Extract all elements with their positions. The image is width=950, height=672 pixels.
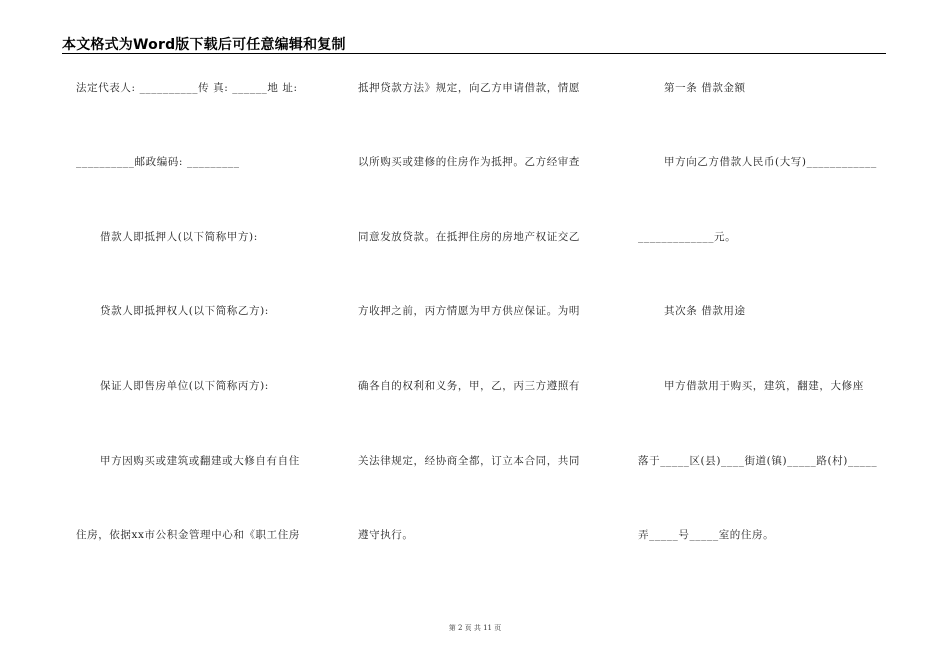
text-line: 方收押之前，丙方情愿为甲方供应保证。为明 [358, 305, 580, 317]
section-heading: 第一条 借款金额 [664, 82, 746, 94]
text-line: 确各自的权利和义务，甲，乙，丙三方遵照有 [358, 380, 580, 392]
text-line: 同意发放贷款。在抵押住房的房地产权证交乙 [358, 231, 580, 243]
text-line: 甲方向乙方借款人民币(大写)____________ [664, 156, 877, 168]
text-line: 关法律规定，经协商全都，订立本合同，共同 [358, 455, 580, 467]
text-line: 抵押贷款方法》规定，向乙方申请借款，情愿 [358, 82, 580, 94]
text-line: 甲方借款用于购买，建筑，翻建，大修座 [664, 380, 864, 392]
text-line: 借款人即抵押人(以下简称甲方): [100, 231, 258, 243]
text-line: 住房，依据xx市公积金管理中心和《职工住房 [76, 529, 300, 541]
text-line: 保证人即售房单位(以下简称丙方): [100, 380, 269, 392]
text-line: 落于_____区(县)____街道(镇)_____路(村)_____ [638, 455, 878, 467]
document-header-title: 本文格式为Word版下载后可任意编辑和复制 [62, 37, 346, 53]
text-line: 贷款人即抵押权人(以下简称乙方): [100, 305, 269, 317]
header-divider [62, 53, 886, 54]
page-number: 第 2 页 共 11 页 [448, 624, 502, 632]
text-line: 甲方因购买或建筑或翻建或大修自有自住 [100, 455, 300, 467]
text-line: __________邮政编码: _________ [76, 156, 240, 168]
text-line: 法定代表人: __________传 真: ______地 址: [76, 82, 298, 94]
section-heading: 其次条 借款用途 [664, 305, 746, 317]
text-line: 遵守执行。 [358, 529, 414, 541]
text-line: 弄_____号_____室的住房。 [638, 529, 775, 541]
text-line: _____________元。 [638, 231, 737, 243]
text-line: 以所购买或建修的住房作为抵押。乙方经审查 [358, 156, 580, 168]
